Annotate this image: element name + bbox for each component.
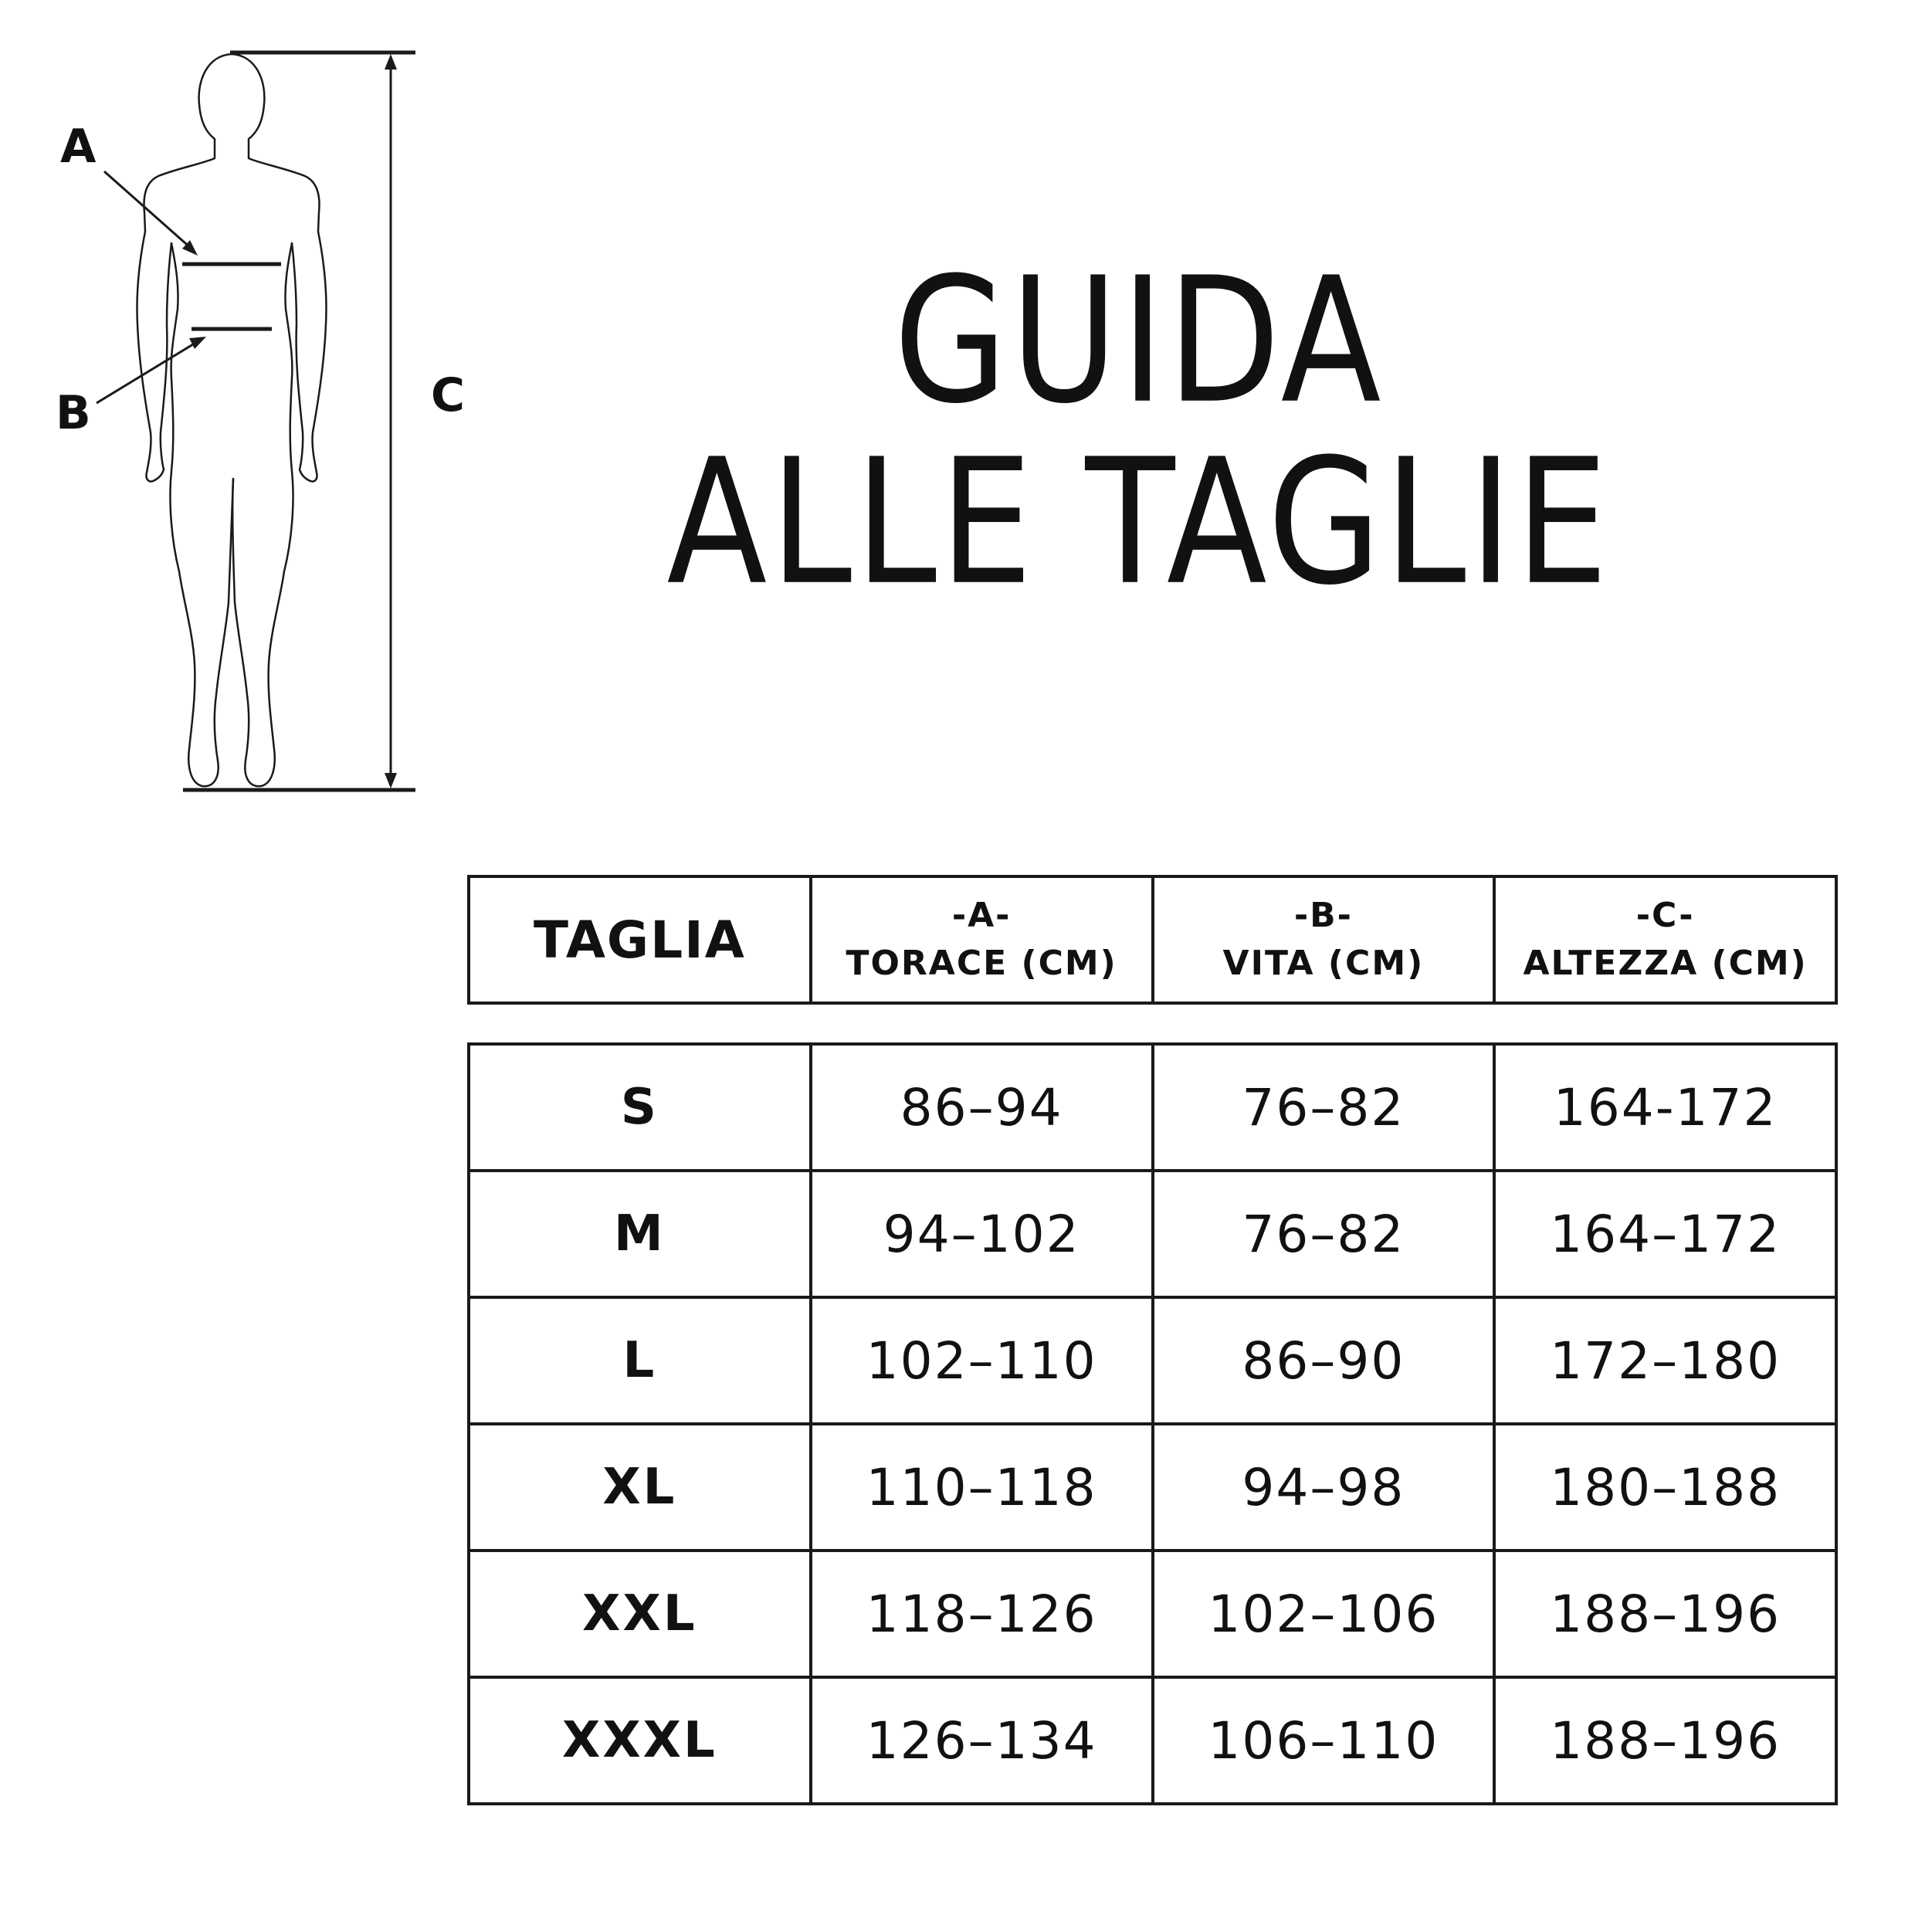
waist-cell: 76–82 [1153,1044,1495,1171]
size-table-header [467,875,1838,1005]
height-arrow-bottom-head [385,773,397,788]
size-cell: XXXL [469,1677,811,1804]
height-arrow-top-head [385,54,397,69]
waist-cell: 76–82 [1153,1171,1495,1297]
header-height-code: -C- [1635,896,1695,935]
height-cell: 164-172 [1494,1044,1836,1171]
header-waist-label: VITA (CM) [1222,944,1425,983]
size-cell: L [469,1297,811,1424]
waist-cell: 106–110 [1153,1677,1495,1804]
chest-cell: 118–126 [811,1551,1153,1677]
arrow-b-line [97,341,199,403]
chest-cell: 86–94 [811,1044,1153,1171]
page-title-line-2: ALLE TAGLIE [666,422,1612,623]
arrow-a-line [104,171,192,249]
size-cell: S [469,1044,811,1171]
header-height [1494,876,1836,1003]
arrow-b-head [189,337,206,349]
table-row [469,1424,1836,1551]
header-waist [1153,876,1495,1003]
table-row [469,1677,1836,1804]
page-title-line-1: GUIDA [893,240,1385,442]
chest-cell: 102–110 [811,1297,1153,1424]
height-cell: 164–172 [1494,1171,1836,1297]
waist-cell: 102–106 [1153,1551,1495,1677]
chest-cell: 126–134 [811,1677,1153,1804]
table-row [469,1551,1836,1677]
body-silhouette [137,54,326,786]
waist-cell: 94–98 [1153,1424,1495,1551]
table-row [469,1297,1836,1424]
height-cell: 188–196 [1494,1677,1836,1804]
label-a: A [60,120,97,174]
table-row [469,1044,1836,1171]
height-cell: 188–196 [1494,1551,1836,1677]
waist-cell: 86–90 [1153,1297,1495,1424]
height-cell: 172–180 [1494,1297,1836,1424]
header-chest-label: TORACE (CM) [846,944,1117,983]
height-cell: 180–188 [1494,1424,1836,1551]
header-chest-code: -A- [951,896,1012,935]
table-row [469,1171,1836,1297]
chest-cell: 94–102 [811,1171,1153,1297]
size-cell: XXL [469,1551,811,1677]
header-size: TAGLIA [469,876,811,1003]
body-measurement-diagram [0,0,541,819]
header-height-label: ALTEZZA (CM) [1523,944,1808,983]
chest-cell: 110–118 [811,1424,1153,1551]
header-row [469,876,1836,1003]
size-table-body [467,1042,1838,1805]
label-b: B [56,386,91,440]
header-waist-code: -B- [1293,896,1353,935]
size-cell: XL [469,1424,811,1551]
header-chest [811,876,1153,1003]
size-cell: M [469,1171,811,1297]
label-c: C [431,368,466,422]
